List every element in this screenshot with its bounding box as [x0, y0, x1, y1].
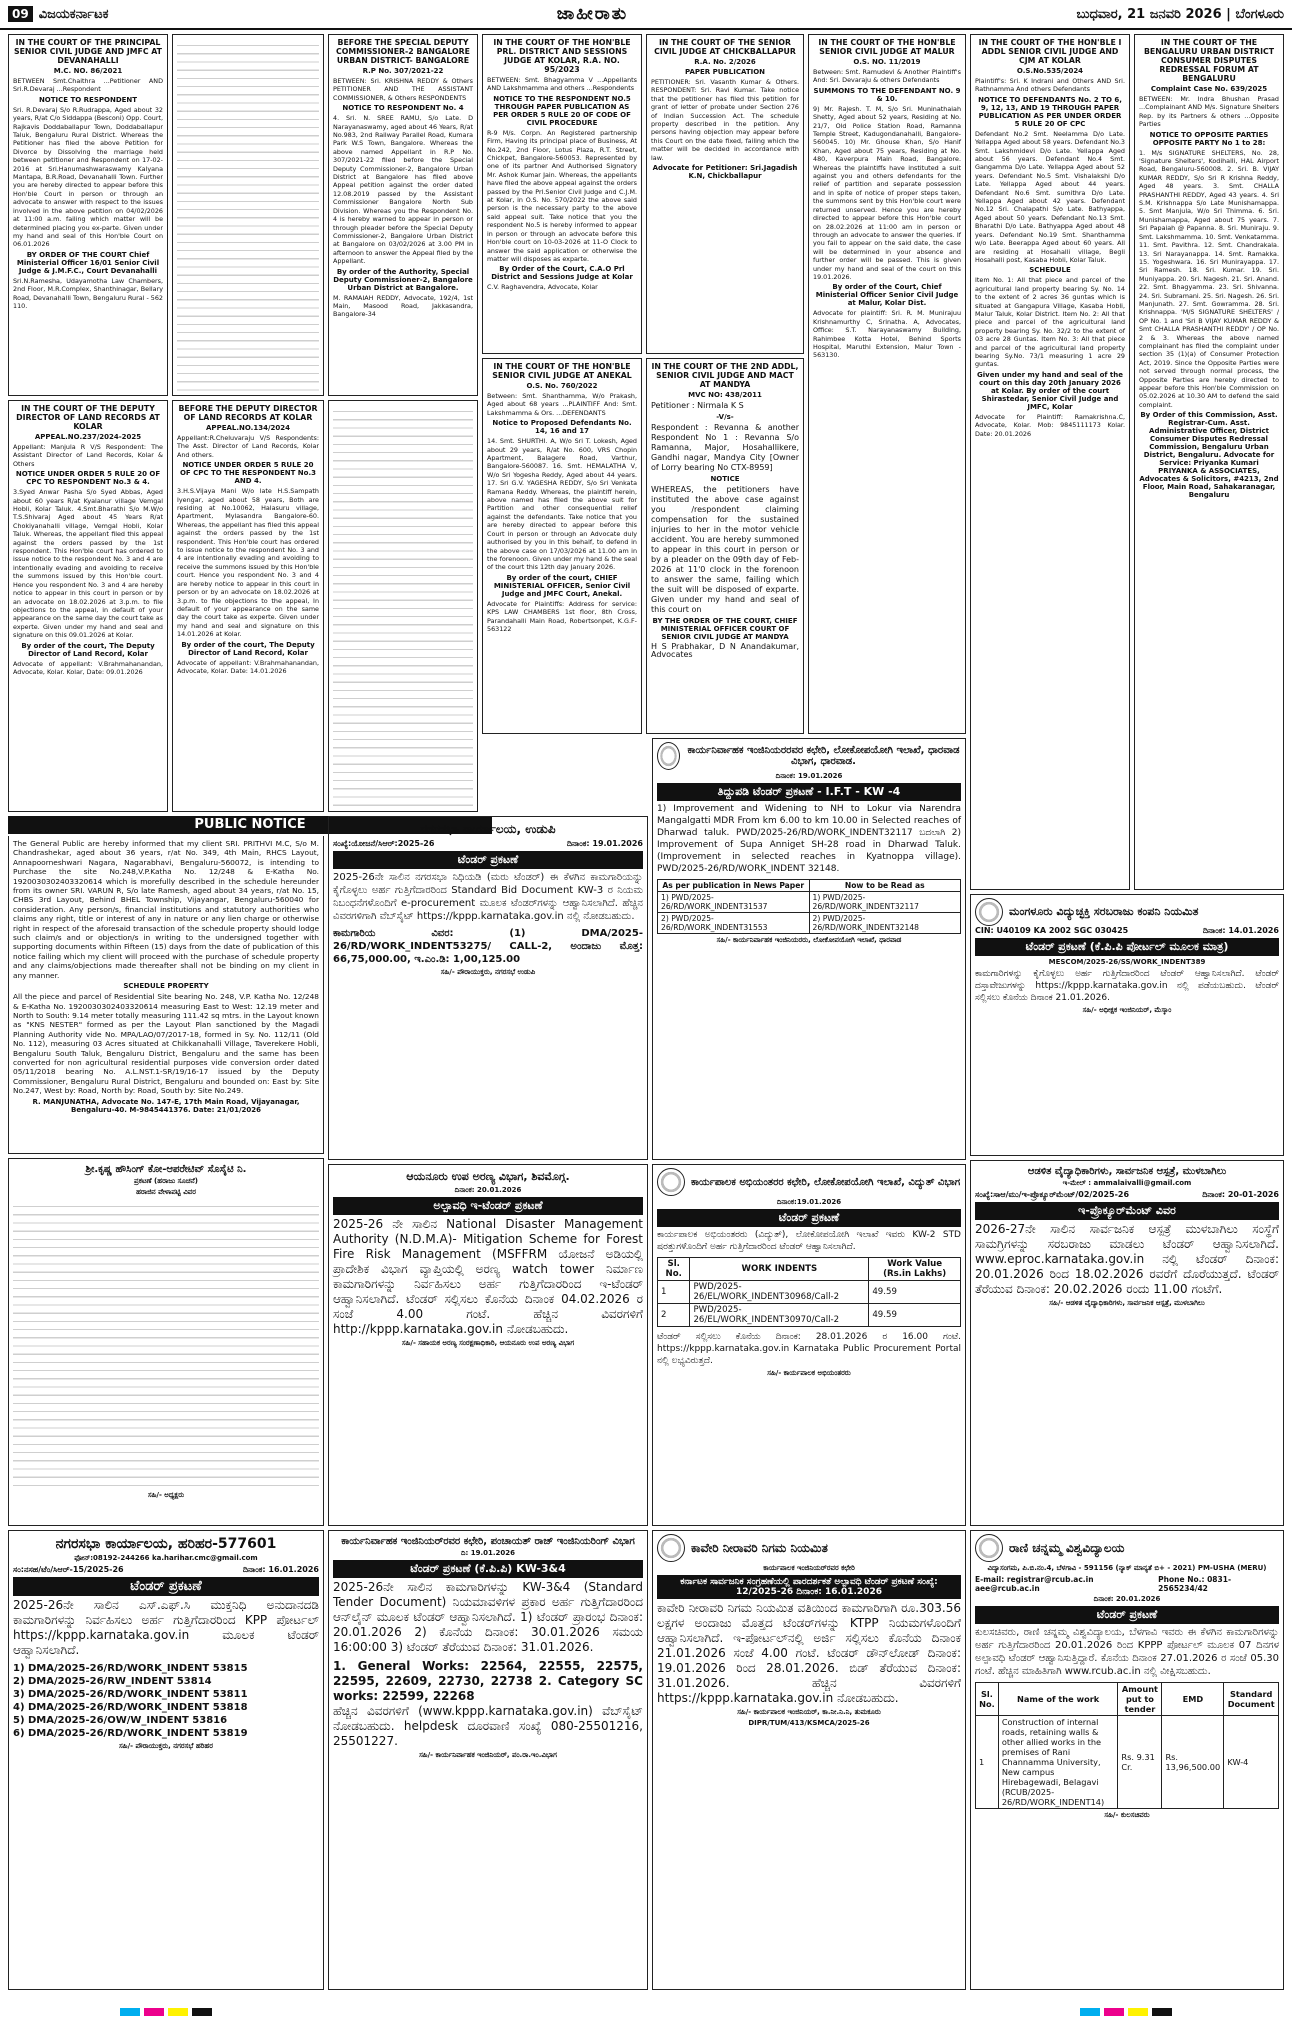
print-registration-mark: [1128, 2008, 1148, 2016]
university-works-table: Sl. No. Name of the work Amount put to tender EMD Standard Document 1 Construction of internal roads, retaining walls & other allied works in the premises of Rani Channamma University, New campus Hirebagewadi, Belagavi (RCUB/2025-26/RD/WORK_INDENT14) Rs. 9.31 Cr. Rs. 13,96,500.00 KW-4: [975, 1682, 1279, 1809]
notice-consumer-forum: IN THE COURT OF THE BENGALURU URBAN DISTRICT CONSUMER DISPUTES REDRESSAL FORUM AT BENGALURU Complaint Case No. 639/2025 BETWEEN: Mr. Indra Bhushan Prasad ...Complainant AND M/s. Signature Shelters Rep. by its Partners & others ...Opposite Parties NOTICE TO OPPOSITE PARTIES OPPOSITE PARTY No 1 to 28: 1. M/s SIGNATURE SHELTERS, No. 28, 'Signature Shelters', Kodihalli, HAL Airport Road, Bengaluru-560008. 2. Sri. B. VIJAY KUMAR REDDY, S/o Sri R Krishna Reddy, Aged 48 years. 3. Smt. CHALLA PRASHANTHI REDDY, Aged 43 years. 4. Sri S.M. Krishnappa S/o Late Munishamappa. 5. Smt Manjula, W/o Sri Thimma. 6. Sri. Munishamappa, Aged about 75 years. 7. Sri Papaiah @ Papanna. 8. Sri. Muniraju. 9. Smt. Lakshmamma. 10. Smt. Venkatamma. 11. Smt. Pavithra. 12. Smt. Chandrakala. 13. Sri Narayanappa. 14. Smt. Ramakka. 15. Yogeshwara. 16. Sri Munirayappa. 17. Sri Ramesh. 18. Sri. Kumar. 19. Sri. Muniyappa. 20. Sri. Nagesh. 21. Sri. Anand. 22. Smt. Bhagyamma. 23. Sri. Shivanna. 24. Sri. Subramani. 25. Sri. Nagesh. 26. Sri. Manjunath. 27. Smt. Gowramma. 28. Sri. Krishnappa. 'M/S SIGNATURE SHELTERS' / OP No. 1 and 'Sri B VIJAY KUMAR REDDY & Smt CHALLA PRASHANTHI REDDY' / OP No. 2 & 3. Whereas the above named complainant has filed the complaint under section 35 (1)(a) of Consumer Protection Act, 2019. Since the Opposite Parties were not served through normal process, the Opposite Parties are hereby directed to appear before this Hon'ble Commission on 05.02.2026 at 10.30 AM to defend the said complaint. By Order of this Commission, Asst. Registrar-Cum. Asst. Administrative Officer, District Consumer Disputes Redressal Commission, Bengaluru Urban District, Bengaluru. Advocate for Service: Priyanka Kumari PRIYANKA & ASSOCIATES, Advocates & Solicitors, #4213, 2nd Floor, Main Road, Sahakaranagar, Bengaluru: [1134, 34, 1284, 890]
university-seal-icon: [975, 1534, 1003, 1562]
print-registration-mark: [192, 2008, 212, 2016]
notice-anekal: IN THE COURT OF THE HON'BLE SENIOR CIVIL JUDGE AT ANEKAL O.S. No. 760/2022 Between: Smt. Shanthamma, W/o Prakash, Aged about 68 years ...PLAINTIFF And: Smt. Lakshmamma & Ors. ...DEFENDANTS Notice to Proposed Defendants No. 14, 16 and 17 14. Smt. SHURTHI. A, W/o Sri T. Lokesh, Aged about 29 years, R/at No. 600, VRS Chopin Apartment, Balagere Road, Varthur, Bangalore-560087. 16. Smt. HEMALATHA V, W/o Sri Yogesha Reddy, Aged about 44 years. 17. Sri G.V. YAGESHA REDDY, S/o Sri Venkata Ramana Reddy. Whereas, the plaintiff herein, above named has filed the above suit for Partition and other consequential relief against the defendants. Take notice that you are hereby directed to appear before this Court in person or through an Advocate duly authorised by you in this behalf, to defend in the above case on 17/03/2026 at 11.00 am in the forenoon. Given under my hand & the seal of the court this 12th day January 2026. By order of the court, CHIEF MINISTERIAL OFFICER, Senior Civil Judge and JMFC Court, Anekal. Advocate for Plaintiffs: Address for service: KPS LAW CHAMBERS 1st floor, 8th Cross, Parandahalli Main Road, Robertsonpet, K.G.F-563122: [482, 358, 642, 734]
notice-appeal-134: BEFORE THE DEPUTY DIRECTOR OF LAND RECORDS AT KOLAR APPEAL.NO.134/2024 Appellant:R.Cheluvaraju V/S Respondents: The Asst. Director of Land Records, Kolar And others. NOTICE UNDER ORDER 5 RULE 20 OF CPC TO THE RESPONDENT No.3 AND 4. 3.H.S.Vijaya Mani W/o late H.S.Sampath Iyengar, aged about 58 years, Both are residing at No.10062, Halasuru village, Apartment, Mylasandra Bangalore-60. Whereas, the appellant has filed this appeal against the orders passed by the 1st respondent. This Hon'ble court has ordered to issue notice to the respondent No. 3 and 4 are intentionally evading and avoiding to receive the summons issued by this Hon'ble court. Hence you respondent No. 3 and 4 are hereby notice to appear in this court in person or by an advocate on 18.02.2026 at 3.p.m. to file objections to the appeal, In default of your appearance on the same day the court take as experte. Given under my hand and seal and signature on this 14.01.2026 at Kolar. By order of the court, The Deputy Director of Land Record, Kolar Advocate of appellant: V.Brahmahanandan, Advocate, Kolar. Date: 14.01.2026: [172, 400, 324, 812]
tender-university: ರಾಣಿ ಚನ್ನಮ್ಮ ವಿಶ್ವವಿದ್ಯಾಲಯ ವಿದ್ಯಾಸಂಗಮ, ಪಿ.ಬಿ.ನಂ.4, ಬೆಳಗಾವಿ - 591156 (ನ್ಯಾಕ್ ಮಾನ್ಯತೆ ಬಿ+ - 2021) PM-USHA (MERU) E-mail: registrar@rcub.ac.in aee@rcub.ac.in Phone No.: 0831-2565234/42 ದಿನಾಂಕ: 20.01.2026 ಟೆಂಡರ್ ಪ್ರಕಟಣೆ ಕುಲಸಚಿವರು, ರಾಣಿ ಚನ್ನಮ್ಮ ವಿಶ್ವವಿದ್ಯಾಲಯ, ಬೆಳಗಾವಿ ಇವರು ಈ ಕೆಳಗಿನ ಕಾಮಗಾರಿಗಳನ್ನು ಅರ್ಹ ಗುತ್ತಿಗೆದಾರರಿಂದ 20.01.2026 ರಿಂದ KPPP ಪೋರ್ಟಲ್ ಮೂಲಕ 07 ದಿನಗಳ ಅಲ್ಪಾವಧಿ ಟೆಂಡರ್ ಆಹ್ವಾನಿಸುತ್ತಿದ್ದಾರೆ. ಕೊನೆಯ ದಿನಾಂಕ 27.01.2026 ರ ಸಂಜೆ 05.30 ಗಂಟೆ. ಹೆಚ್ಚಿನ ಮಾಹಿತಿಗಾಗಿ www.rcub.ac.in ನಲ್ಲಿ ವೀಕ್ಷಿಸಬಹುದು. Sl. No. Name of the work Amount put to tender EMD Standard Document 1 Construction of internal roads, retaining walls & other allied works in the premises of Rani Channamma University, New campus Hirebagewadi, Belagavi (RCUB/2025-26/RD/WORK_INDENT14) Rs. 9.31 Cr. Rs. 13,96,500.00 KW-4 ಸಹಿ/- ಕುಲಸಚಿವರು: [970, 1530, 1284, 1990]
tender-udupi: ನಗರಸಭಾ ಕಾರ್ಯಾಲಯ, ಉಡುಪಿ ಸಂಖ್ಯೆ:ಯೋಜನೆ/ಸಿಆರ್:2025-26 ದಿನಾಂಕ: 19.01.2026 ಟೆಂಡರ್ ಪ್ರಕಟಣೆ 2025-26ನೇ ಸಾಲಿನ ನಗರಸಭಾ ನಿಧಿಯಡಿ (ಮರು ಟೆಂಡರ್) ಈ ಕೆಳಗಿನ ಕಾಮಗಾರಿಯನ್ನು ಕೈಗೊಳ್ಳಲು ಅರ್ಹ ಗುತ್ತಿಗೆದಾರರಿಂದ Standard Bid Document KW-3 ರ ನಿಯಮ ನಿಬಂಧನೆಗಳೊಂದಿಗೆ e-procurement ಮೂಲಕ ಟೆಂಡರ್‌ಗಳನ್ನು ಆಹ್ವಾನಿಸಲಾಗಿದೆ. ಹೆಚ್ಚಿನ ವಿವರಗಳಿಗಾಗಿ ವೆಬ್‌ಸೈಟ್ https://kppp.karnataka.gov.in ನಲ್ಲಿ ನೋಡಬಹುದು. ಕಾಮಗಾರಿಯ ವಿವರ: (1) DMA/2025-26/RD/WORK_INDENT53275/ CALL-2, ಅಂದಾಜು ಮೊತ್ತ: 66,75,000.00, ಇ.ಎಂ.ಡಿ: 1,00,125.00 ಸಹಿ/- ಪೌರಾಯುಕ್ತರು, ನಗರಸಭೆ ಉಡುಪಿ: [328, 816, 648, 1160]
notice-title: IN THE COURT OF THE PRINCIPAL SENIOR CIVIL JUDGE AND JMFC AT DEVANAHALLI: [13, 38, 162, 65]
notice-kolar-district: IN THE COURT OF THE HON'BLE PRL. DISTRICT AND SESSIONS JUDGE AT KOLAR, R.A. NO. 95/2023 BETWEEN: Smt. Bhagyamma V ...Appellants AND Lakshmamma and others ...Respondents NOTICE TO THE RESPONDENT NO.5 THROUGH PAPER PUBLICATION AS PER ORDER 5 RULE 20 OF CODE OF CIVIL PROCEDURE R-9 M/s. Corpn. An Registered partnership Firm, Having its principal place of Business, At No.242, 2nd Floor, Lotus Plaza, R.T. Street, Chickpet, Bangalore-560053. Represented by one of its partner And Authorised Signatory Mr. Ashok Kumar Jain. Whereas, the appellants have filed the above appeal against the orders passed by the Prl.Senior Civil Judge and C.J.M. at Kolar, in O.S. No. 570/2022 the above said person is the necessary party to the above said appeal suit. Take notice that you the respondent No.5 is hereby informed to appear in person or through an advocate before this Hon'ble court on 10-03-2026 at 11-O Clock to answer the said application or otherwise the matter will disposes as exparte. By Order of the Court, C.A.O Prl District and Sessions Judge at Kolar C.V. Raghavendra, Advocate, Kolar: [482, 34, 642, 354]
work-indents-table: Sl. No. WORK INDENTS Work Value (Rs.in Lakhs) 1 PWD/2025-26/EL/WORK_INDENT30968/Call-2 49.59 2 PWD/2025-26/EL/WORK_INDENT30970/Call-2 49.59: [657, 1257, 961, 1327]
notice-kolar-cjm: IN THE COURT OF THE HON'BLE I ADDL SENIOR CIVIL JUDGE AND CJM AT KOLAR O.S.No.535/2024 Plaintiff's: Sri. K Indrani and Others AND Sri. Rathnamma And others Defendants NOTICE TO DEFENDANTS No. 2 TO 6, 9, 12, 13, AND 19 THROUGH PAPER PUBLICATION AS PER UNDER ORDER 5 RULE 20 OF CPC Defendant No.2 Smt. Neelamma D/o Late. Yellappa Aged about 58 years. Defendant No.3 Smt. Lakshmidevi D/o Late. Yellappa Aged about 56 years. Defendant No.4 Smt. Gangamma D/o Late. Yellappa Aged about 52 years. Defendant No.5 Smt. Vishalakshi D/o Late. Yellappa Aged about 44 years. Defendant No.6 Smt. sumithra D/o Late. Yellappa Aged about 42 years. Defendant No.12 Sri. Chalapathi S/o Late. Bathyappa, Aged about 50 years. Defendant No.13 Smt. Bharathi D/o Late. Bathyappa Aged about 48 years. Defendant No.19 Smt. Shanthamma w/o Late. Beerappa Aged about 60 years. All are residing at Hosahalli village, Begli Hosahalli post, Kasaba Hobli, Kolar Taluk. SCHEDULE Item No. 1: All that piece and parcel of the agricultural land property bearing Sy. No. 14 to the extent of 2 acres 36 guntas which is situated at Gangapura Village, Kasaba Hobli, Malur Taluk, Kolar District. Item No. 2: All that piece and parcel of the agricultural land property bearing Sy. No. 32/2 to the extent of 03 acre 28 Guntas. Item No. 3: All that piece and parcel of the agricultural land property bearing Sy.No. 73/1 measuring 1 acre 29 guntas. Given under my hand and seal of the court on this day 20th January 2026 at Kolar. By order of the court Shirastedar, Senior Civil Judge and JMFC, Kolar Advocate for Plaintiff: Ramakrishna.C, Advocate, Kolar. Mob: 9845111173 Kolar. Date: 20.01.2026: [970, 34, 1130, 890]
kaveri-logo-icon: [657, 1534, 685, 1562]
tender-hospital: ಆಡಳಿತ ವೈದ್ಯಾಧಿಕಾರಿಗಳು, ಸಾರ್ವಜನಿಕ ಆಸ್ಪತ್ರೆ, ಮುಳಬಾಗಿಲು ಇ-ಮೇಲ್ : ammalaivalli@gmail.com ಸಂಖ್ಯೆ:ಸಾಆ/ಮು/ಇ-ಪ್ರೊಕ್ಯೂರ್‌ಮೆಂಟ್/02/2025-26 ದಿನಾಂಕ: 20-01-2026 ಇ-ಪ್ರೊಕ್ಯೂರ್‌ಮೆಂಟ್ ವಿವರ 2026-27ನೇ ಸಾಲಿನ ಸಾರ್ವಜನಿಕ ಆಸ್ಪತ್ರೆ ಮುಳಬಾಗಿಲು ಸಂಸ್ಥೆಗೆ ಸಾಮಗ್ರಿಗಳನ್ನು ಸರಬರಾಜು ಮಾಡಲು ಟೆಂಡರ್ ಆಹ್ವಾನಿಸಲಾಗಿದೆ. www.eproc.karnataka.gov.in ನಲ್ಲಿ ಟೆಂಡರ್ ದಿನಾಂಕ: 20.01.2026 ರಿಂದ 18.02.2026 ರವರೆಗೆ ದೊರೆಯುತ್ತದೆ. ಟೆಂಡರ್ ತೆರೆಯುವ ದಿನಾಂಕ: 20.02.2026 ರಂದು 11.00 ಗಂಟೆಗೆ. ಸಹಿ/- ಆಡಳಿತ ವೈದ್ಯಾಧಿಕಾರಿಗಳು, ಸಾರ್ವಜನಿಕ ಆಸ್ಪತ್ರೆ, ಮುಳಬಾಗಿಲು: [970, 1160, 1284, 1526]
page-header: [0, 0, 1292, 30]
print-registration-mark: [168, 2008, 188, 2016]
print-registration-mark: [1152, 2008, 1172, 2016]
notice-malur: IN THE COURT OF THE HON'BLE SENIOR CIVIL JUDGE AT MALUR O.S. NO. 11/2019 Between: Smt. Ramudevi & Another Plaintiff's And: Sri. Devaraju & others Defendants SUMMONS TO THE DEFENDANT NO. 9 & 10. 9) Mr. Rajesh. T. M, S/o Sri. Muninathaiah Shetty, Aged about 52 years, Residing at No. 21/7, Old Police Station Road, Ramanna Temple Street, Kadugondanahalli, Bangalore-560045. 10) Mr. Ghouse Khan, S/o Hanif Khan, Aged about 75 years, Residing at No. 480, Kaverpura Main Road, Bangalore. Whereas the plaintiffs have instituted a suit against you and others defendants for the relief of partition and separate possession and in spite of notice of proper steps taken, the summons sent by this Hon'ble court were returned unserved. Hence you are hereby directed to appear before this Hon'ble court on 28.02.2026 at 11:00 am in person or through an advocate to answer the queries. If you fail to appear on the said date, the case will be determined in your absence and further order will be passed. This is given under my hand and seal of the court on this 19.01.2026. By order of the Court, Chief Ministerial Officer Senior Civil Judge at Malur, Kolar Dist. Advocate for plaintiff: Sri. R. M. Munirajuu Krishnamurthy C, Srinatha. A, Advocates, Office: S.T. Narayanaswamy Building, Rahimbee Kotta Hotel, Behind Sports Hospital, Maruthi Extension, Malur Town - 563130.: [808, 34, 966, 734]
notice-devanahalli: IN THE COURT OF THE PRINCIPAL SENIOR CIVIL JUDGE AND JMFC AT DEVANAHALLI M.C. NO. 86/2021 BETWEEN Smt.Chaithra ...Petitioner AND Sri.R.Devaraj ...Respondent NOTICE TO RESPONDENT Sri. R.Devaraj S/o R.Rudrappa, Aged about 32 years, R/at C/o Siddappa (Besconi) Opp. Court, Rajkavis Doddaballapur Town, Doddaballapur Taluk, Bengaluru Rural District. Whereas the Petitioner has filed the above Petition for Divorce by Dissolving the marriage held between petitioner and Respondent on 17-02-2016 at Sri.Hanumashwaraswamy Kalyana Mantapa, B.R.Road, Devanahalli Town. Further you are hereby directed to appear before this Hon'ble Court in person or through an advocate to answer with respect to the issues involved in the above petition on 04/02/2026 at 11:00 a.m. failing which matter will be determined placing you ex-parte. Given under my hand and seal of this Hon'ble Court on 06.01.2026 BY ORDER OF THE COURT Chief Ministerial Officer 16/01 Senior Civil Judge & J.M.F.C., Court Devanahalli Sri.N.Ramesha, Udayamotha Law Chambers, 2nd Floor, M.R.Complex, Shanthinagar, Bellary Road, Devanahalli Town, Bengaluru Rural - 562 110.: [8, 34, 168, 396]
masthead: [8, 6, 109, 22]
tender-kaveri: ಕಾವೇರಿ ನೀರಾವರಿ ನಿಗಮ ನಿಯಮಿತ ಕಾರ್ಯಪಾಲಕ ಇಂಜಿನಿಯರ್‌ರವರ ಕಛೇರಿ ಕರ್ನಾಟಕ ಸಾರ್ವಜನಿಕ ಸಂಗ್ರಹಣೆಯಲ್ಲಿ ಪಾರದರ್ಶಕತೆ ಅಲ್ಪಾವಧಿ ಟೆಂಡರ್ ಪ್ರಕಟಣೆ ಸಂಖ್ಯೆ: 12/2025-26 ದಿನಾಂಕ: 16.01.2026 ಕಾವೇರಿ ನೀರಾವರಿ ನಿಗಮ ನಿಯಮಿತ ವತಿಯಿಂದ ಕಾಮಗಾರಿಗಾಗಿ ರೂ.303.56 ಲಕ್ಷಗಳ ಅಂದಾಜು ಮೊತ್ತದ ಟೆಂಡರ್‌ಗಳನ್ನು KTPP ನಿಯಮಗಳೊಂದಿಗೆ ಆಹ್ವಾನಿಸಲಾಗಿದೆ. ಇ-ಪೋರ್ಟಲ್‌ನಲ್ಲಿ ಅರ್ಜಿ ಸಲ್ಲಿಸಲು ಕೊನೆಯ ದಿನಾಂಕ 21.01.2026 ಸಂಜೆ 4.00 ಗಂಟೆ. ಟೆಂಡರ್ ಡೌನ್‌ಲೋಡ್ ದಿನಾಂಕ: 19.01.2026 ರಿಂದ 28.01.2026. ಬಿಡ್ ತೆರೆಯುವ ದಿನಾಂಕ: 31.01.2026. ಹೆಚ್ಚಿನ ವಿವರಗಳಿಗೆ https://kppp.karnataka.gov.in ನೋಡಬಹುದು. ಸಹಿ/- ಕಾರ್ಯಪಾಲಕ ಇಂಜಿನಿಯರ್, ಕಾ.ನೀ.ನಿ.ನಿ, ತುಮಕೂರು DIPR/TUM/413/KSMCA/2025-26: [652, 1530, 966, 1990]
tender-pwd-electrical: ಕಾರ್ಯಪಾಲಕ ಅಭಿಯಂತರರ ಕಛೇರಿ, ಲೋಕೋಪಯೋಗಿ ಇಲಾಖೆ, ವಿದ್ಯುತ್ ವಿಭಾಗ ದಿನಾಂಕ:19.01.2026 ಟೆಂಡರ್ ಪ್ರಕಟಣೆ ಕಾರ್ಯಪಾಲಕ ಅಭಿಯಂತರರು (ವಿದ್ಯುತ್), ಲೋಕೋಪಯೋಗಿ ಇಲಾಖೆ ಇವರು KW-2 STD ಷರತ್ತುಗಳೊಂದಿಗೆ ಅರ್ಹ ಗುತ್ತಿಗೆದಾರರಿಂದ ಟೆಂಡರ್ ಆಹ್ವಾನಿಸಲಾಗಿದೆ. Sl. No. WORK INDENTS Work Value (Rs.in Lakhs) 1 PWD/2025-26/EL/WORK_INDENT30968/Call-2 49.59 2 PWD/2025-26/EL/WORK_INDENT30970/Call-2 49.59 ಟೆಂಡರ್ ಸಲ್ಲಿಸಲು ಕೊನೆಯ ದಿನಾಂಕ: 28.01.2026 ರ 16.00 ಗಂಟೆ. https://kppp.karnataka.gov.in Karnataka Public Procurement Portal ನಲ್ಲಿ ಲಭ್ಯವಿರುತ್ತದೆ. ಸಹಿ/- ಕಾರ್ಯಪಾಲಕ ಅಭಿಯಂತರರು: [652, 1164, 966, 1526]
print-registration-mark: [1080, 2008, 1100, 2016]
tender-harihar: ನಗರಸಭಾ ಕಾರ್ಯಾಲಯ, ಹರಿಹರ-577601 ಫೋನ್:08192-244266 ka.harihar.cmc@gmail.com ಸಂ:ನಸಹ/ಟೆಂ/ಸಿಆರ್-15/2025-26 ದಿನಾಂಕ: 16.01.2026 ಟೆಂಡರ್ ಪ್ರಕಟಣೆ 2025-26ನೇ ಸಾಲಿನ ಎಸ್.ಎಫ್.ಸಿ ಮುಕ್ತನಿಧಿ ಅನುದಾನದಡಿ ಕಾಮಗಾರಿಗಳನ್ನು ನಿರ್ವಹಿಸಲು ಅರ್ಹ ಗುತ್ತಿಗೆದಾರರಿಂದ KPP ಪೋರ್ಟಲ್ https://kppp.karnataka.gov.in ಮೂಲಕ ಟೆಂಡರ್ ಆಹ್ವಾನಿಸಲಾಗಿದೆ. 1) DMA/2025-26/RD/WORK_INDENT 53815 2) DMA/2025-26/RW_INDENT 53814 3) DMA/2025-26/RD/WORK_INDENT 53811 4) DMA/2025-26/RD/WORK_INDENT 53818 5) DMA/2025-26/OW/W_INDENT 53816 6) DMA/2025-26/RD/WORK_INDENT 53819 ಸಹಿ/- ಪೌರಾಯುಕ್ತರು, ನಗರಸಭೆ ಹರಿಹರ: [8, 1530, 324, 1990]
notice-mandya: IN THE COURT OF THE 2ND ADDL, SENIOR CIVIL JUDGE AND MACT AT MANDYA MVC NO: 438/2011 Petitioner : Nirmala K S -V/s- Respondent : Revanna & another Respondent No 1 : Revanna S/o Ramanna, Major, Hosahallikere, Gandhi nagar, Mandya City [Owner of Lorry bearing No CTX-8959] NOTICE WHEREAS, the petitioners have instituted the above case against you /respondent claiming compensation for the sustained injuries to her in the motor vehicle accident. You are hereby summoned to appear in this court in person or by a pleader on the 09th day of Feb-2026 at 11'0 clock in the forenoon to answer the same, failing which the suit will be disposed of exparte. Given under my hand and seal of this court on BY THE ORDER OF THE COURT, CHIEF MINISTERIAL OFFICER COURT OF SENIOR CIVIL JUDGE AT MANDYA H S Prabhakar, D N Anandakumar, Advocates: [646, 358, 804, 734]
tender-mescom: ಮಂಗಳೂರು ವಿದ್ಯುಚ್ಛಕ್ತಿ ಸರಬರಾಜು ಕಂಪನಿ ನಿಯಮಿತ CIN: U40109 KA 2002 SGC 030425 ದಿನಾಂಕ: 14.01.2026 ಟೆಂಡರ್ ಪ್ರಕಟಣೆ (ಕೆ.ಪಿ.ಪಿ ಪೋರ್ಟಲ್ ಮೂಲಕ ಮಾತ್ರ) MESCOM/2025-26/SS/WORK_INDENT389 ಕಾಮಗಾರಿಗಳನ್ನು ಕೈಗೊಳ್ಳಲು ಅರ್ಹ ಗುತ್ತಿಗೆದಾರರಿಂದ ಟೆಂಡರ್ ಆಹ್ವಾನಿಸಲಾಗಿದೆ. ಟೆಂಡರ್ ದಸ್ತಾವೇಜುಗಳನ್ನು https://kppp.karnataka.gov.in ನಲ್ಲಿ ಪಡೆಯಬಹುದು. ಟೆಂಡರ್ ಸಲ್ಲಿಸಲು ಕೊನೆಯ ದಿನಾಂಕ 21.01.2026. ಸಹಿ/- ಅಧೀಕ್ಷಕ ಇಂಜಿನಿಯರ್, ಮೆಸ್ಕಾಂ: [970, 894, 1284, 1156]
notice-special-dc: BEFORE THE SPECIAL DEPUTY COMMISSIONER-2 BANGALORE URBAN DISTRICT- BANGALORE R.P No. 307/2021-22 BETWEEN: Sri. KRISHNA REDDY & Others PETITIONER AND THE ASSISTANT COMMISSIONER, & Others RESPONDENTS NOTICE TO RESPONDENT No. 4 4. Sri. N. SREE RAMU, S/o Late. D Narayanaswamy, aged about 46 Years, R/at No.983, 2nd Railway Parallel Road, Kumara Park W.S Town, Bangalore. Whereas the above named Appellant in R.P No. 307/2021-22 filed before the Special Deputy Commissioner-2, Bangalore Urban District at Bangalore has filed above Appeal petition against the order dated 12.08.2019 passed by the Assistant Commissioner Bangalore North Sub Division. Whereas you the Respondent No. 4 is hereby warned to appear in person or through pleader before the Special Deputy Commissioner-2, Bangalore Urban District at Bangalore on 03/02/2026 at 3.00 PM in afternoon to answer the Appeal filed by the Appellant. By order of the Authority, Special Deputy Commissioner-2, Bangalore Urban District at Bangalore. M. RAMAIAH REDDY, Advocate, 192/4, 1st Main, Masood Road, Jakkasandra, Bangalore-34: [328, 34, 478, 396]
housing-society-auction: ಶ್ರೀ.ಕೃಷ್ಣ ಹೌಸಿಂಗ್ ಕೋ-ಆಪರೇಟಿವ್ ಸೊಸೈಟಿ ನಿ. ಪ್ರಕಟಣೆ (ಹರಾಜು ಸೂಚನೆ) ಹರಾಜಿನ ವೇಳಾಪಟ್ಟಿ ವಿವರ ಸಹಿ/- ಅಧ್ಯಕ್ಷರು: [8, 1158, 324, 1526]
tender-forest: ಆಯನೂರು ಉಪ ಅರಣ್ಯ ವಿಭಾಗ, ಶಿವಮೊಗ್ಗ. ದಿನಾಂಕ: 20.01.2026 ಅಲ್ಪಾವಧಿ ಇ-ಟೆಂಡರ್ ಪ್ರಕಟಣೆ 2025-26 ನೇ ಸಾಲಿನ National Disaster Management Authority (N.D.M.A)- Mitigation Scheme for Forest Fire Risk Management (MSFFRM ಯೋಜನೆ ಅಡಿಯಲ್ಲಿ ಪ್ರಾದೇಶಿಕ ವಿಭಾಗ ವ್ಯಾಪ್ತಿಯಲ್ಲಿ ಅರಣ್ಯ watch tower ನಿರ್ಮಾಣ ಕಾಮಗಾರಿಗಳನ್ನು ನಿರ್ವಹಿಸಲು ಅರ್ಹ ಗುತ್ತಿಗೆದಾರರಿಂದ ಇ-ಟೆಂಡರ್ ಆಹ್ವಾನಿಸಲಾಗಿದೆ. ಟೆಂಡರ್ ಸಲ್ಲಿಸಲು ಕೊನೆಯ ದಿನಾಂಕ 04.02.2026 ರ ಸಂಜೆ 4.00 ಗಂಟೆ. ಹೆಚ್ಚಿನ ವಿವರಗಳಿಗೆ http://kppp.karnataka.gov.in ನೋಡಬಹುದು. ಸಹಿ/- ಸಹಾಯಕ ಅರಣ್ಯ ಸಂರಕ್ಷಣಾಧಿಕಾರಿ, ಆಯನೂರು ಉಪ ಅರಣ್ಯ ವಿಭಾಗ: [328, 1164, 648, 1526]
harihar-indent-list: 1) DMA/2025-26/RD/WORK_INDENT 53815 2) DMA/2025-26/RW_INDENT 53814 3) DMA/2025-26/RD/WORK_INDENT 53811 4) DMA/2025-26/RD/WORK_INDENT 53818 5) DMA/2025-26/OW/W_INDENT 53816 6) DMA/2025-26/RD/WORK_INDENT 53819: [13, 1663, 248, 1739]
auction-schedule-table: [13, 1199, 319, 1489]
newspaper-logo: ವಿಜಯಕರ್ನಾಟಕ: [38, 6, 109, 22]
print-registration-mark: [120, 2008, 140, 2016]
kannada-legal-notice: [172, 34, 324, 396]
notice-chickballapur: IN THE COURT OF THE SENIOR CIVIL JUDGE AT CHICKBALLAPUR R.A. No. 2/2026 PAPER PUBLICATION PETITIONER: Sri. Vasanth Kumar & Others. RESPONDENT: Sri. Ravi Kumar. Take notice that the petitioner has filed this petition for grant of letter of probate under Section 276 of Indian Succession Act. The schedule property described in the petition. Any persons having objection may appear before this Court on the date fixed, failing which the matter will be decided in accordance with law. Advocate for Petitioner: Sri.Jagadish K.N, Chickballapur: [646, 34, 804, 354]
notice-appeal-237: IN THE COURT OF THE DEPUTY DIRECTOR OF LAND RECORDS AT KOLAR APPEAL.NO.237/2024-2025 Appellant: Manjula R V/S Respondent: The Assistant Director of Land Records, Kolar & Others NOTICE UNDER ORDER 5 RULE 20 OF CPC TO RESPONDENT No.3 & 4. 3.Syed Anwar Pasha S/o Syed Abbas, Aged about 60 years R/at Kyalanur village Vemgal Hobli, Kolar Taluk. 4.Smt.Bharathi S/o M.W/o T.S.Shivaraj Aged about 45 Years R/at Chokiyanahalli village, Vemgal Hobli, Kolar Taluk. Whereas, the appellant filed this appeal against the orders passed by the 1st respondent. This Hon'ble court has ordered to issue notice to the respondent No. 3 and 4 are intentionally evading and avoiding to receive the summons issued by this Hon'ble court. Hence you respondent No. 3 and 4 are hereby notice to appear in this court in person or by an advocate on 18.02.2026 at 3.p.m. to file objections to the appeal, in default of your appearance on the same day the court take as experte. Given under my hand and seal and signature on this 09.01.2026 at Kolar. By order of the court, The Deputy Director of Land Record, Kolar Advocate of appellant: V.Brahmahanandan, Advocate, Kolar. Kolar, Date: 09.01.2026: [8, 400, 168, 812]
print-registration-mark: [1104, 2008, 1124, 2016]
kannada-court-notice: [328, 400, 478, 812]
header-date: ಬುಧವಾರ, 21 ಜನವರಿ 2026 | ಬೆಂಗಳೂರು: [1076, 6, 1284, 22]
tender-rdpr: ಕಾರ್ಯನಿರ್ವಾಹಕ ಇಂಜಿನಿಯರ್‌ರವರ ಕಛೇರಿ, ಪಂಚಾಯತ್ ರಾಜ್ ಇಂಜಿನಿಯರಿಂಗ್ ವಿಭಾಗ ದಿ: 19.01.2026 ಟೆಂಡರ್ ಪ್ರಕಟಣೆ (ಕೆ.ಪಿ.ಪಿ) KW-3&4 2025-26ನೇ ಸಾಲಿನ ಕಾಮಗಾರಿಗಳನ್ನು KW-3&4 (Standard Tender Document) ನಿಯಮಾವಳಿಗಳ ಪ್ರಕಾರ ಅರ್ಹ ಗುತ್ತಿಗೆದಾರರಿಂದ ಆನ್‌ಲೈನ್ ಮೂಲಕ ಟೆಂಡರ್ ಆಹ್ವಾನಿಸಲಾಗಿದೆ. 1) ಟೆಂಡರ್ ಪ್ರಾರಂಭ ದಿನಾಂಕ: 20.01.2026 2) ಕೊನೆಯ ದಿನಾಂಕ: 30.01.2026 ಸಮಯ 16:00:00 3) ಟೆಂಡರ್ ತೆರೆಯುವ ದಿನಾಂಕ: 31.01.2026. 1. General Works: 22564, 22555, 22575, 22595, 22609, 22730, 22738 2. Category SC works: 22599, 22268 ಹೆಚ್ಚಿನ ವಿವರಗಳಿಗೆ (www.kppp.karnataka.gov.in) ವೆಬ್‌ಸೈಟ್ ನೋಡಬಹುದು. helpdesk ದೂರವಾಣಿ ಸಂಖ್ಯೆ 080-25501216, 25501227. ಸಹಿ/- ಕಾರ್ಯನಿರ್ವಾಹಕ ಇಂಜಿನಿಯರ್, ಪಂ.ರಾ.ಇಂ.ವಿಭಾಗ: [328, 1530, 648, 1990]
government-emblem-icon: [657, 742, 680, 770]
mescom-logo-icon: [975, 898, 1003, 926]
text-block: [333, 404, 473, 808]
text-block: [177, 38, 319, 392]
public-notice: The General Public are hereby informed that my client SRI. PRITHVI M.C, S/o M. Chandrashekar, aged about 36 years, r/at No. 349, 4th Main, RHCS Layout, Annapoorneshwari Nagara, Nagarabhavi, Bengaluru-560072, is intending to Purchase the site No.248,V.P.Katha No. 12/248 & E-Katha No. 1920030302403320614 which is morefully described in the schedule hereunder from its owner SRI. VARUN R, S/o late Ramesh, aged about 34 years, r/at No. 15, CHBS 3rd Layout, Behind BHEL Township, Vijayangar, Bengaluru-560040 for consideration. Any person/s, financial institutions and statutory authorities who claims any right, title or interest of any in nature or any lien charge or otherwise right in respect of the aforesaid transaction of the schedule property should lodge such claim/s and or objection/s in writing to the undersigned together with supporting documents within Fifteen (15) days from the date of publication of this notice failing which my client will proceed with the purchase of schedule property and any claims/objections made thereafter shall not be binding on my client in any manner. SCHEDULE PROPERTY All the piece and parcel of Residential Site bearing No. 248, V.P. Katha No. 12/248 & E-Katha No. 1920030302403320614 measuring East to West: 12.19 meter and North to South: 9.14 meter totally measuring 111.42 sq mtrs. in the Layout known as "KNS NESTER" formed as per the Layout Plan sanctioned by the Magadi Planning Authority vide No. MPA/LAO/07/2017-18, formed in Sy. No. 112/11 (Old No. 112), measuring 03 Acres situated at Chikkanahalli Village, Taverekere Hobli, Bengaluru South Taluk, Bengaluru District, Bengaluru and the same has been converted for non agricultural residential purposes vide conversion order dated 05/11/2018 bearing No. A.L.NST.1-SR/19/16-17 issued by the Deputy Commissioner, Bengaluru Rural District, Bengaluru and bounded on: East by: Site No.247, West by: Road, North by: Road, South by: Site No.249. R. MANJUNATHA, Advocate No. 147-E, 17th Main Road, Vijayanagar, Bengaluru-40. M-9845441376. Date: 21/01/2026: [8, 836, 324, 1154]
public-notice-banner: PUBLIC NOTICE: [8, 816, 492, 834]
indent-correction-table: As per publication in News Paper Now to be Read as 1) PWD/2025-26/RD/WORK_INDENT31537 1) PWD/2025-26/RD/WORK_INDENT32117 2) PWD/2025-26/RD/WORK_INDENT31553 2) PWD/2025-26/RD/WORK_INDENT32148: [657, 879, 961, 934]
section-title: ಜಾಹೀರಾತು: [556, 4, 629, 24]
government-emblem-icon: [657, 1168, 685, 1196]
print-registration-mark: [144, 2008, 164, 2016]
page-number: 09: [8, 6, 33, 22]
tender-pwd-dharwad: ಕಾರ್ಯನಿರ್ವಾಹಕ ಇಂಜಿನಿಯರರವರ ಕಛೇರಿ, ಲೋಕೋಪಯೋಗಿ ಇಲಾಖೆ, ಧಾರವಾಡ ವಿಭಾಗ, ಧಾರವಾಡ. ದಿನಾಂಕ: 19.01.2026 ತಿದ್ದುಪಡಿ ಟೆಂಡರ್ ಪ್ರಕಟಣೆ - I.F.T - KW -4 1) Improvement and Widening to NH to Lokur via Narendra Mangalgatti MDR From km 6.00 to km 10.00 in Selected reaches of Dharwad taluk. PWD/2025-26/RD/WORK_INDENT32117 ಬದಲಾಗಿ 2) Improvement of Supa Anniget SH-28 road in Dharwad Taluk. (Improvement in selected reaches in Kyatnoppa village). PWD/2025-26/RD/WORK_INDENT 32148. As per publication in News Paper Now to be Read as 1) PWD/2025-26/RD/WORK_INDENT31537 1) PWD/2025-26/RD/WORK_INDENT32117 2) PWD/2025-26/RD/WORK_INDENT31553 2) PWD/2025-26/RD/WORK_INDENT32148 ಸಹಿ/- ಕಾರ್ಯನಿರ್ವಾಹಕ ಇಂಜಿನಿಯರರು, ಲೋಕೋಪಯೋಗಿ ಇಲಾಖೆ, ಧಾರವಾಡ: [652, 738, 966, 1160]
